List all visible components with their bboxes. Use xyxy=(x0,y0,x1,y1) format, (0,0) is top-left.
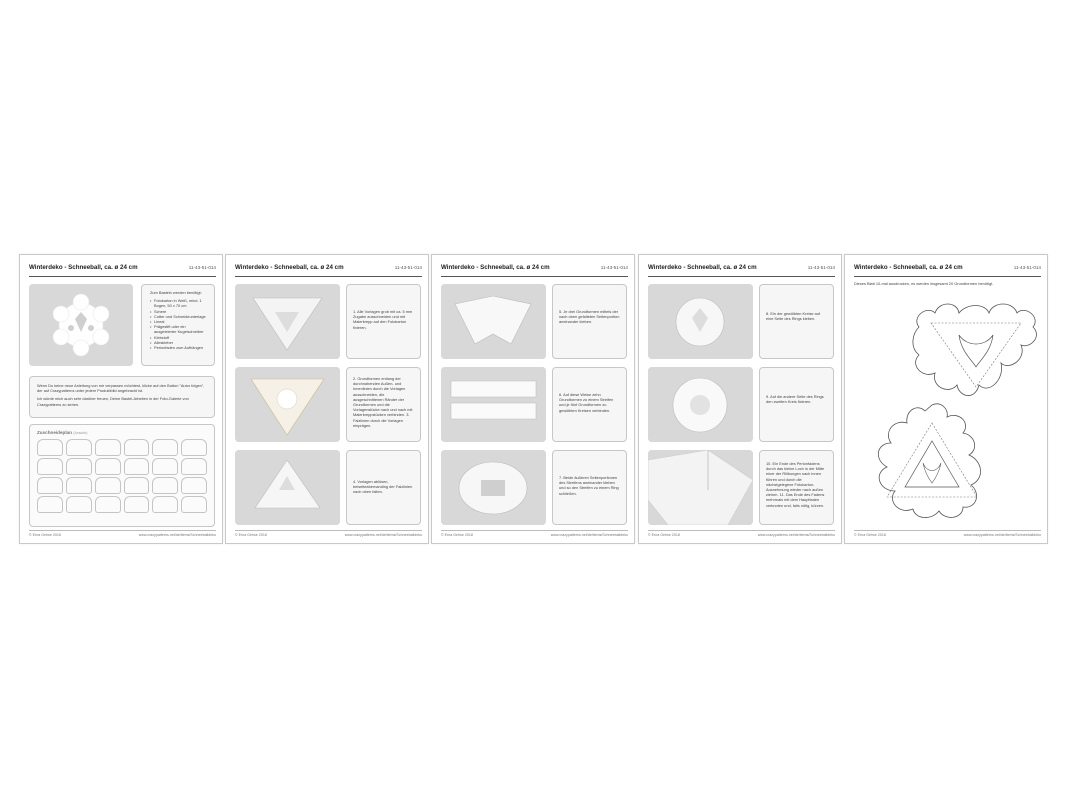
article-code: 11-43-51-014 xyxy=(600,265,628,270)
list-item: • Schere xyxy=(150,309,209,314)
article-code: 11-43-51-014 xyxy=(188,265,216,270)
step-text-10 xyxy=(759,450,834,525)
info-text-1: Wenn Du keine neue Anleitung von mir verpassen möchtest, klicke auf den Button "Autor folgen", der auf Crazypatterns unter jedem Produktbild angebracht ist. xyxy=(37,383,205,394)
cutting-plan-box xyxy=(29,424,215,527)
page-header xyxy=(235,264,422,277)
page-footer xyxy=(441,530,628,538)
footer-url: www.crazypatterns.net/de/items/Schneeballdeko xyxy=(138,533,216,537)
footer-url: www.crazypatterns.net/de/items/Schneeballdeko xyxy=(757,533,835,537)
step-photo-6 xyxy=(441,367,546,442)
list-item: • Lineal xyxy=(150,319,209,324)
step-text-7 xyxy=(552,450,627,525)
page-footer xyxy=(29,530,216,538)
step-text-2 xyxy=(346,367,421,442)
page-footer xyxy=(235,530,422,538)
article-code: 11-43-51-014 xyxy=(807,265,835,270)
document-page-1 xyxy=(19,254,223,544)
document-page-4 xyxy=(638,254,842,544)
footer-url: www.crazypatterns.net/de/items/Schneeballdeko xyxy=(963,533,1041,537)
step-description: 10. Ein Ende des Perlonfadens durch das kleine Loch in der Mitte einer der Rillbungen nach innen führen und durch die nächstgelegene Fotokarton-Ausnehmung wieder nach außen ziehen. 11. Das Ende des Fadens mehrmals mit dem Hauptfaden verknoten und, falls nötig, kürzen. xyxy=(766,461,825,508)
copyright: © Erna Gehse 2018 xyxy=(648,533,680,537)
page-title: Winterdeko - Schneeball, ca. ø 24 cm xyxy=(854,264,963,271)
copyright: © Erna Gehse 2018 xyxy=(441,533,473,537)
step-photo-9 xyxy=(648,367,753,442)
step-photo-7 xyxy=(441,450,546,525)
step-description: 4. Vorlagen ablösen, beiseiteabernanding der Falzlinien nach oben falten. xyxy=(353,479,413,495)
document-page-2 xyxy=(225,254,429,544)
page-header xyxy=(648,264,835,277)
list-item: • Alleskleber xyxy=(150,340,209,345)
step-text-1 xyxy=(346,284,421,359)
step-description: 8. Ein der gewölbten Kreise auf eine Seite des Rings kleben. xyxy=(766,311,821,322)
cutting-plan-title: Zuschneideplan (Ansicht) xyxy=(37,430,88,435)
footer-url: www.crazypatterns.net/de/items/Schneeballdeko xyxy=(550,533,628,537)
document-page-5 xyxy=(844,254,1048,544)
step-text-5 xyxy=(552,284,627,359)
materials-list xyxy=(150,298,209,350)
step-photo-8 xyxy=(648,284,753,359)
article-code: 11-43-51-014 xyxy=(1013,265,1041,270)
step-description: 1. Alle Vorlagen grob mit ca. 5 mm Zugabe ausschneiden und mit Malerkrepp auf den Fotokarton fixieren. xyxy=(353,309,413,330)
list-item: • Cutter und Schneideunterlage xyxy=(150,314,209,319)
list-item: • Klebstoff xyxy=(150,335,209,340)
author-info-box xyxy=(29,376,215,418)
page-title: Winterdeko - Schneeball, ca. ø 24 cm xyxy=(441,264,550,271)
info-text-2: Ich würde mich auch sehr darüber freuen, Deine Bastel-Arbeiten in der Foto-Galerie von Crazypatterns zu sehen. xyxy=(37,396,189,407)
step-description: 7. Beide äußeren Seitenportionen des Streifens aneinander kleben und so den Streifen zu einem Ring schließen. xyxy=(559,475,619,496)
copyright: © Erna Gehse 2018 xyxy=(29,533,61,537)
step-text-8 xyxy=(759,284,834,359)
step-text-3 xyxy=(346,450,421,525)
footer-url: www.crazypatterns.net/de/items/Schneeballdeko xyxy=(344,533,422,537)
step-description: 6. Auf diese Weise zehn Grundformen zu einem Streifen und je fünf Grundformen zu gewölbten Kreisen verbinden. xyxy=(559,392,614,413)
list-item: • Fotokarton in Weiß, mind. 1 Bogen, 50 x 70 cm xyxy=(150,298,209,308)
step-description: 2. Grundformen entlang der durchnahenden Außen- und Innenlinien durch die Vorlagen ausschneiden, die ausgeschnittenen Ränder der Grundformen und die Vorlagenstücke nach und nach mit Malerkreppstücken verbinden. 3. Falzlinien durch die Vorlagen einprägen. xyxy=(353,376,413,428)
page-title: Winterdeko - Schneeball, ca. ø 24 cm xyxy=(648,264,757,271)
cutting-plan-grid xyxy=(37,439,207,513)
step-description: 9. Auf die andere Seite des Rings den zweiten Kreis fixieren. xyxy=(766,394,824,405)
copyright: © Erna Gehse 2018 xyxy=(235,533,267,537)
template-shape-2 xyxy=(865,401,999,521)
step-text-9 xyxy=(759,367,834,442)
step-photo-2 xyxy=(235,367,340,442)
step-photo-1 xyxy=(235,284,340,359)
page-footer xyxy=(854,530,1041,538)
step-photo-5 xyxy=(441,284,546,359)
page-header xyxy=(854,264,1041,277)
template-shape-1 xyxy=(909,297,1043,407)
page-footer xyxy=(648,530,835,538)
list-item: • Prägestift oder ein ausgeleierter Kugelschreiber xyxy=(150,324,209,334)
page-title: Winterdeko - Schneeball, ca. ø 24 cm xyxy=(29,264,138,271)
step-photo-10 xyxy=(648,450,753,525)
list-item: • Perlonfaden zum Aufhängen xyxy=(150,345,209,350)
cutting-plan-note: (Ansicht) xyxy=(73,431,88,435)
step-text-6 xyxy=(552,367,627,442)
article-code: 11-43-51-014 xyxy=(394,265,422,270)
page-title: Winterdeko - Schneeball, ca. ø 24 cm xyxy=(235,264,344,271)
step-photo-3 xyxy=(235,450,340,525)
copyright: © Erna Gehse 2018 xyxy=(854,533,886,537)
print-instruction: Dieses Blatt 10-mal ausdrucken, es werden insgesamt 20 Grundformen benötigt. xyxy=(854,281,994,286)
page-header xyxy=(441,264,628,277)
step-description: 5. Je drei Grundformen mittels der nach oben gefalteten Seitenportion aneinander kleben. xyxy=(559,309,620,325)
materials-intro: Zum Basteln werden benötigt: xyxy=(150,290,202,295)
materials-box xyxy=(141,284,215,366)
document-page-3 xyxy=(431,254,635,544)
snowball-photo xyxy=(29,284,133,366)
page-header xyxy=(29,264,216,277)
